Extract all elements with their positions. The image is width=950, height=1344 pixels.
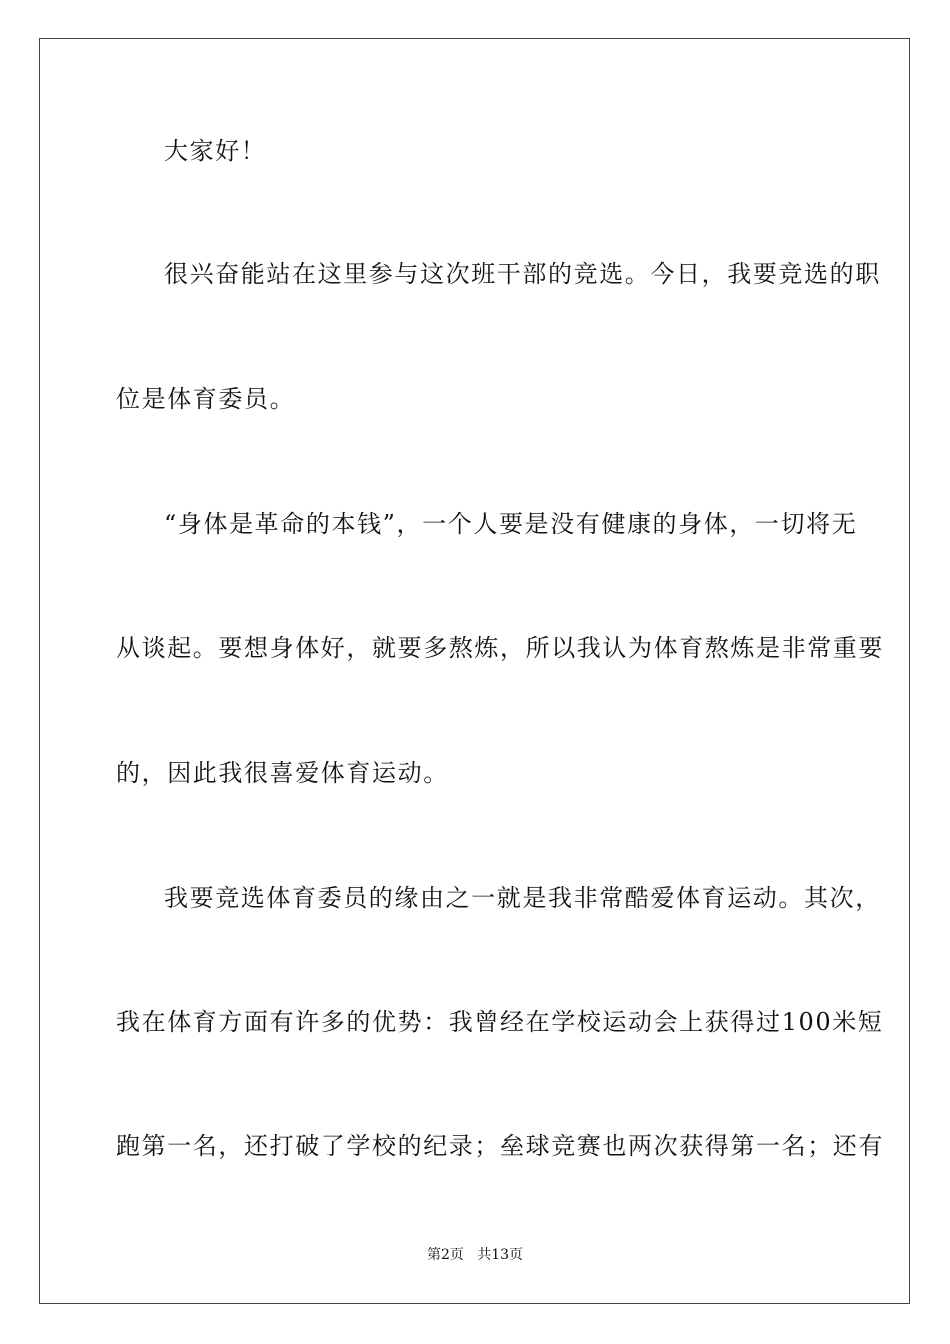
page-number-footer: 第2页 共13页	[426, 1247, 524, 1263]
paragraph-2-line-2: 从谈起。要想身体好，就要多熬炼，所以我认为体育熬炼是非常重要	[116, 634, 884, 662]
paragraph-3-line-2: 我在体育方面有许多的优势：我曾经在学校运动会上获得过100米短	[116, 1008, 884, 1036]
paragraph-1-line-2: 位是体育委员。	[116, 385, 296, 413]
greeting-line: 大家好！	[164, 137, 267, 165]
paragraph-1-line-1: 很兴奋能站在这里参与这次班干部的竞选。今日，我要竞选的职	[164, 260, 881, 288]
paragraph-2-line-1: “身体是革命的本钱”，一个人要是没有健康的身体，一切将无	[164, 510, 858, 538]
paragraph-3-line-1: 我要竞选体育委员的缘由之一就是我非常酷爱体育运动。其次，	[164, 884, 881, 912]
paragraph-3-line-3: 跑第一名，还打破了学校的纪录；垒球竞赛也两次获得第一名；还有	[116, 1132, 884, 1160]
page-frame	[39, 38, 910, 1304]
paragraph-2-line-3: 的，因此我很喜爱体育运动。	[116, 759, 449, 787]
